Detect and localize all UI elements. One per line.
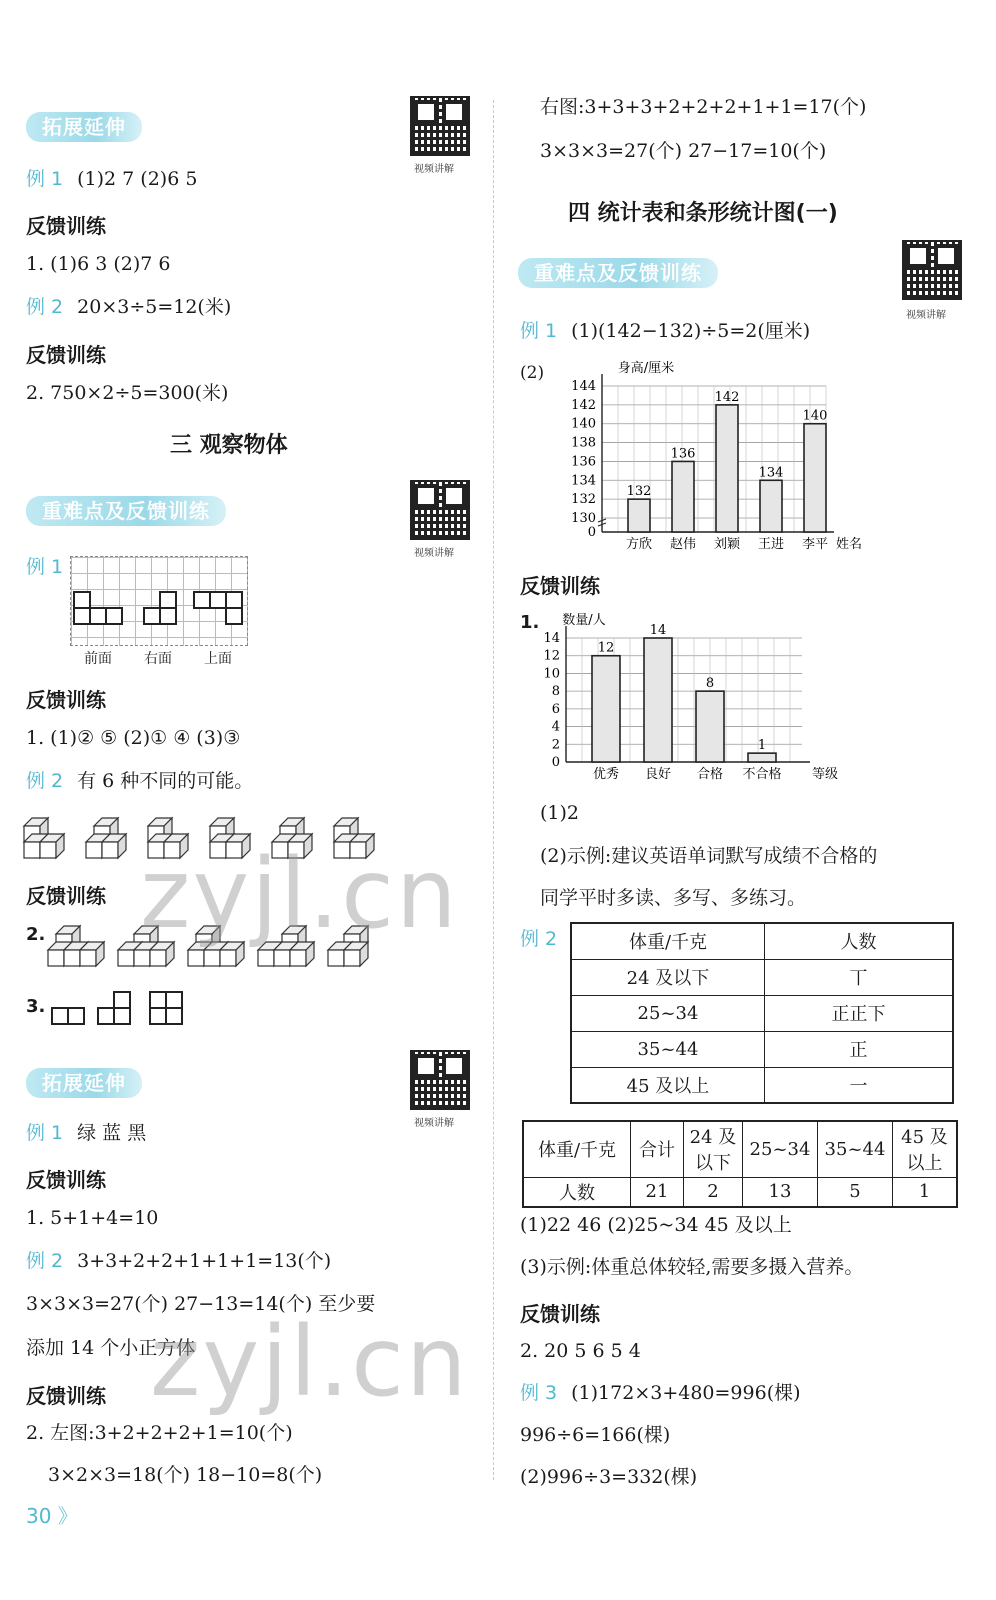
example-answer: (1)2 7 (2)6 5 [77,168,198,190]
example-answer: 20×3÷5=12(米) [77,296,232,318]
data-label: 136 [670,446,696,462]
bar [628,499,650,532]
answer-line: 1. (1)② ⑤ (2)① ④ (3)③ [26,727,241,749]
feedback-heading: 反馈训练 [26,688,106,712]
bar [672,461,694,532]
table-cell: 5 [818,1177,893,1207]
x-tick-label: 优秀 [592,767,620,782]
y-tick-label: 130 [571,511,596,526]
example-label: 例 3 [520,1382,558,1404]
section-title: 三 观察物体 [170,433,288,458]
example-answer: (1)(142−132)÷5=2(厘米) [571,320,811,342]
answer-number: 2. [26,924,46,945]
example-label: 例 2 [26,296,64,318]
example-line [520,320,810,342]
feedback-heading: 反馈训练 [26,884,106,908]
table-header-cell: 人数 [765,923,954,959]
y-tick-label: 136 [571,454,596,470]
x-tick-label: 王进 [757,537,785,552]
example-answer: 绿 蓝 黑 [77,1122,147,1144]
data-label: 14 [649,623,667,638]
y-tick-label: 2 [551,737,560,753]
y-tick-label: 12 [543,648,560,664]
example-label: 例 1 [26,168,64,190]
answer-line: (3)示例:体重总体较轻,需要多摄入营养。 [520,1256,864,1278]
bar [644,638,672,762]
qr-code-icon[interactable] [410,1050,470,1110]
answer-line: 2. 750×2÷5=300(米) [26,382,229,404]
answer-line: 同学平时多读、多写、多练习。 [540,887,807,909]
x-tick-label: 合格 [696,767,724,782]
table-cell: 24 及以下 [571,959,765,995]
example-answer: 有 6 种不同的可能。 [77,770,254,792]
answer-line: (2)示例:建议英语单词默写成绩不合格的 [540,845,878,867]
answer-line: 3×3×3=27(个) 27−17=10(个) [540,140,827,162]
table-header-cell: 24 及以下 [684,1121,743,1177]
feedback-heading: 反馈训练 [26,1168,106,1192]
table-row [571,1031,953,1067]
data-label: 142 [714,389,740,405]
answer-line: 2. 20 5 6 5 4 [520,1340,641,1362]
view-label-top: 上面 [204,651,232,667]
example-answer: (1)172×3+480=996(棵) [571,1382,801,1404]
tag-extension: 拓展延伸 [26,112,142,142]
qr-caption: 视频讲解 [414,164,454,175]
table-cell: 13 [743,1177,818,1207]
answer-line: 1. 5+1+4=10 [26,1207,159,1229]
example-label: 例 2 [26,1250,64,1272]
answer-line: (1)2 [540,802,580,824]
example-line [26,168,197,190]
example-line [520,1382,801,1404]
x-tick-label: 不合格 [742,767,782,782]
answer-number: 3. [26,996,46,1017]
example-answer: 3+3+2+2+1+1+1=13(个) [77,1250,332,1272]
answer-line: 2. 左图:3+2+2+2+1=10(个) [26,1422,293,1444]
table-cell: 35~44 [571,1031,765,1067]
bar [716,405,738,532]
table-cell: 一 [765,1067,954,1103]
table-header-cell: 合计 [631,1121,684,1177]
table-header-row [523,1121,957,1177]
feedback-heading: 反馈训练 [26,214,106,238]
answer-line: 3×3×3=27(个) 27−13=14(个) 至少要 [26,1293,376,1315]
tag-key-points: 重难点及反馈训练 [518,258,718,288]
example-label: 例 2 [520,928,558,950]
answer-line: 996÷6=166(棵) [520,1424,671,1446]
table-header-cell: 体重/千克 [523,1121,631,1177]
y-tick-label: 14 [543,631,560,646]
y-axis-title: 数量/人 [562,613,606,628]
y-tick-label: 144 [571,379,596,394]
y-tick-label: 8 [551,684,560,700]
table-cell: 45 及以上 [571,1067,765,1103]
answer-line: (2)996÷3=332(棵) [520,1466,698,1488]
watermark: zyjl.cn [150,1306,469,1418]
height-bar-chart [540,356,880,556]
y-axis-title: 身高/厘米 [617,361,675,376]
y-tick-label: 10 [543,666,560,682]
example-label-line [520,928,571,950]
section-title: 四 统计表和条形统计图(一) [568,201,838,226]
example-line [26,1250,331,1272]
example-line [26,770,253,792]
example-line [26,1122,146,1144]
bar [804,424,826,532]
table-cell: 丅 [765,959,954,995]
data-label: 8 [705,676,715,692]
data-label: 132 [626,484,652,500]
answer-line: (1)22 46 (2)25~34 45 及以上 [520,1214,792,1236]
data-label: 1 [757,738,767,754]
table-cell: 1 [893,1177,958,1207]
table-cell: 正 [765,1031,954,1067]
feedback-heading: 反馈训练 [520,574,600,598]
feedback-heading: 反馈训练 [520,1302,600,1326]
tally-table [570,922,954,1104]
answer-line: 1. (1)6 3 (2)7 6 [26,253,171,275]
data-label: 140 [802,408,828,424]
data-label: 12 [597,640,615,656]
y-tick-label: 140 [571,416,596,432]
answer-number: 1. [520,612,540,633]
view-answers-figure [46,990,196,1030]
table-cell: 人数 [523,1177,631,1207]
answer-line: 3×2×3=18(个) 18−10=8(个) [48,1464,323,1486]
y-tick-label: 142 [571,397,596,413]
feedback-heading: 反馈训练 [26,1384,106,1408]
table-row [571,995,953,1031]
watermark: zyjl.cn [140,838,459,950]
table-header-cell: 25~34 [743,1121,818,1177]
table-row [571,1067,953,1103]
table-row [523,1177,957,1207]
x-axis-title: 等级 [812,767,839,782]
table-cell: 2 [684,1177,743,1207]
answer-line: 添加 14 个小正方体 [26,1337,196,1359]
column-divider [493,100,494,1480]
table-header-cell: 体重/千克 [571,923,765,959]
example-line [26,296,231,318]
table-row [571,959,953,995]
qr-caption: 视频讲解 [906,310,946,321]
page-number: 30 》 [26,1504,78,1528]
y-tick-label: 134 [571,473,596,489]
qr-code-icon[interactable] [410,480,470,540]
table-cell: 21 [631,1177,684,1207]
answer-line: 右图:3+3+3+2+2+2+1+1=17(个) [540,96,867,118]
view-label-front: 前面 [84,651,112,667]
bar [760,480,782,532]
bar [696,691,724,762]
y-tick-label: 132 [571,492,596,508]
y-tick-label: 0 [551,755,560,770]
table-header-row [571,923,953,959]
table-header-cell: 35~44 [818,1121,893,1177]
y-tick-label: 6 [551,701,560,717]
y-tick-label: 4 [551,719,560,735]
qr-caption: 视频讲解 [414,548,454,559]
x-tick-label: 赵伟 [669,537,697,552]
x-tick-label: 李平 [801,537,829,552]
tag-key-points: 重难点及反馈训练 [26,496,226,526]
three-views-figure [70,556,246,644]
sub-question: (2) [520,363,545,383]
data-label: 134 [758,465,784,481]
table-header-cell: 45 及以上 [893,1121,958,1177]
grade-bar-chart [536,604,846,788]
table-cell: 25~34 [571,995,765,1031]
y-tick-label: 138 [571,435,596,451]
x-tick-label: 刘颖 [713,537,741,552]
tag-extension: 拓展延伸 [26,1068,142,1098]
y-tick-label: 0 [587,525,596,540]
qr-code-icon[interactable] [410,96,470,156]
example-label: 例 1 [520,320,558,342]
example-label: 例 1 [26,1122,64,1144]
view-label-right: 右面 [144,651,172,667]
feedback-heading: 反馈训练 [26,343,106,367]
x-tick-label: 方欣 [625,537,653,552]
bar [748,753,776,762]
x-tick-label: 良好 [644,767,672,782]
example-label: 例 2 [26,770,64,792]
table-cell: 正正下 [765,995,954,1031]
qr-caption: 视频讲解 [414,1118,454,1129]
qr-code-icon[interactable] [902,240,962,300]
summary-table [522,1120,958,1208]
example-label: 例 1 [26,556,64,578]
x-axis-title: 姓名 [836,537,863,552]
bar [592,656,620,762]
